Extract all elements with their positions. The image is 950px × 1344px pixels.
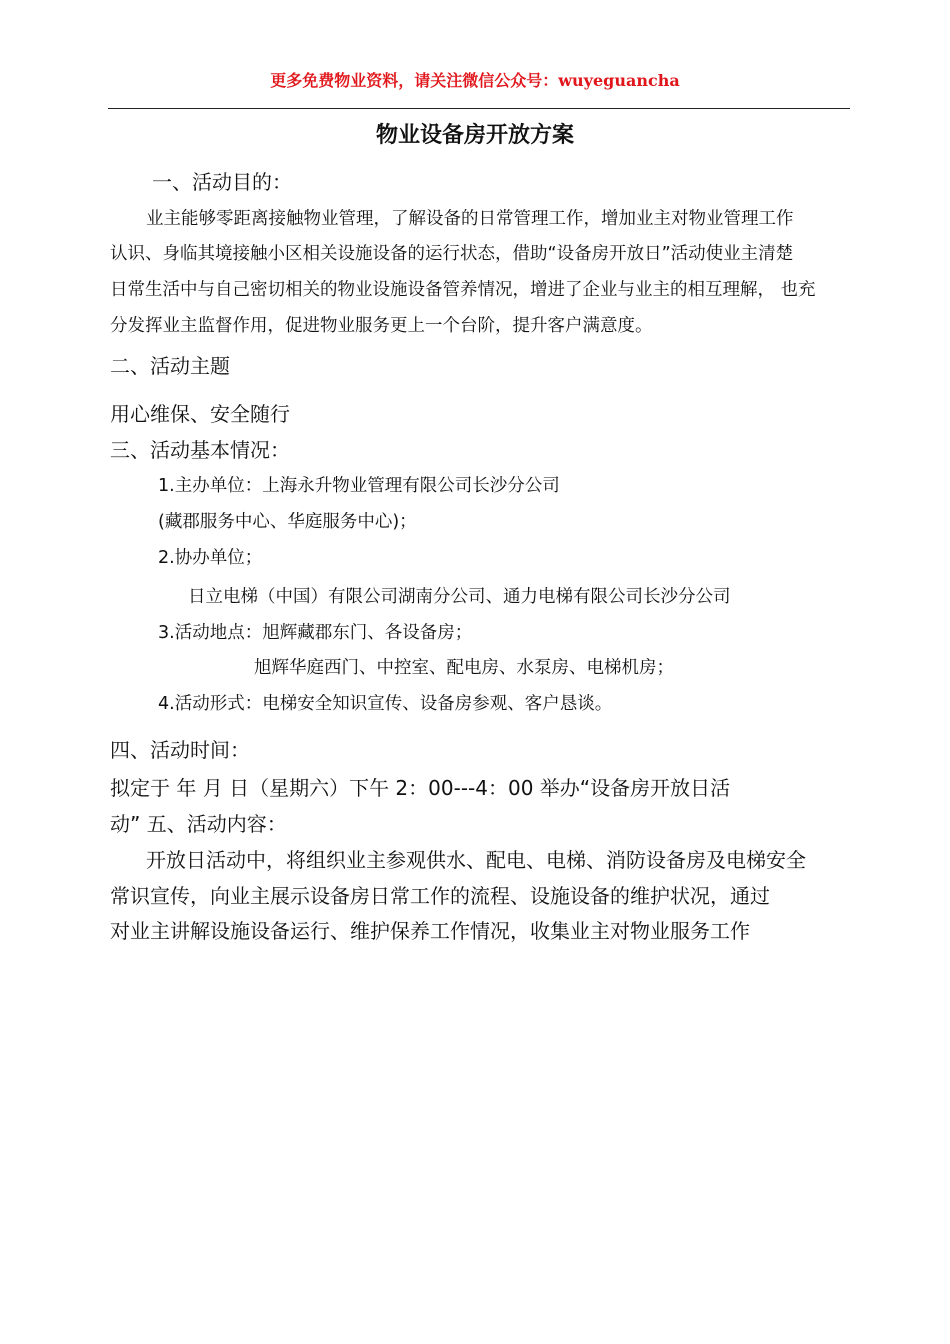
section-3-heading: 三、活动基本情况： bbox=[110, 438, 290, 462]
venue: 3.活动地点：旭辉藏郡东门、各设备房； bbox=[158, 623, 473, 643]
section-1-line-2: 认识、身临其境接触小区相关设施设备的运行状态，借助“设备房开放日”活动使业主清楚 bbox=[110, 244, 794, 264]
document-title: 物业设备房开放方案 bbox=[375, 123, 574, 148]
activity-format: 4.活动形式：电梯安全知识宣传、设备房参观、客户恳谈。 bbox=[158, 694, 613, 714]
section-5-line-1: 开放日活动中，将组织业主参观供水、配电、电梯、消防设备房及电梯安全 bbox=[146, 848, 806, 872]
section-1-line-4: 分发挥业主监督作用，促进物业服务更上一个台阶，提升客户满意度。 bbox=[110, 316, 653, 336]
schedule-line-2: 动” 五、活动内容： bbox=[110, 812, 287, 836]
organizer-detail: (藏郡服务中心、华庭服务中心)； bbox=[158, 512, 417, 532]
section-1-heading: 一、活动目的： bbox=[152, 170, 292, 194]
schedule-line-1: 拟定于 年 月 日（星期六）下午 2：00---4：00 举办“设备房开放日活 bbox=[110, 776, 731, 800]
promo-banner: 更多免费物业资料，请关注微信公众号：wuyeguancha bbox=[270, 71, 680, 90]
section-2-theme: 用心维保、安全随行 bbox=[110, 402, 290, 426]
organizer: 1.主办单位：上海永升物业管理有限公司长沙分公司 bbox=[158, 476, 560, 496]
section-2-heading: 二、活动主题 bbox=[110, 354, 230, 378]
co-organizer: 2.协办单位； bbox=[158, 548, 263, 568]
section-1-line-1: 业主能够零距离接触物业管理，了解设备的日常管理工作，增加业主对物业管理工作 bbox=[146, 209, 794, 229]
section-1-line-3: 日常生活中与自己密切相关的物业设施设备管养情况，增进了企业与业主的相互理解， 也充 bbox=[110, 280, 816, 300]
section-4-heading: 四、活动时间： bbox=[110, 738, 250, 762]
section-5-line-3: 对业主讲解设施设备运行、维护保养工作情况，收集业主对物业服务工作 bbox=[110, 919, 750, 943]
header-divider bbox=[108, 108, 850, 109]
co-organizer-detail: 日立电梯（中国）有限公司湖南分公司、通力电梯有限公司长沙分公司 bbox=[188, 587, 731, 607]
section-5-line-2: 常识宣传，向业主展示设备房日常工作的流程、设施设备的维护状况，通过 bbox=[110, 884, 770, 908]
venue-detail: 旭辉华庭西门、中控室、配电房、水泵房、电梯机房； bbox=[254, 658, 674, 678]
